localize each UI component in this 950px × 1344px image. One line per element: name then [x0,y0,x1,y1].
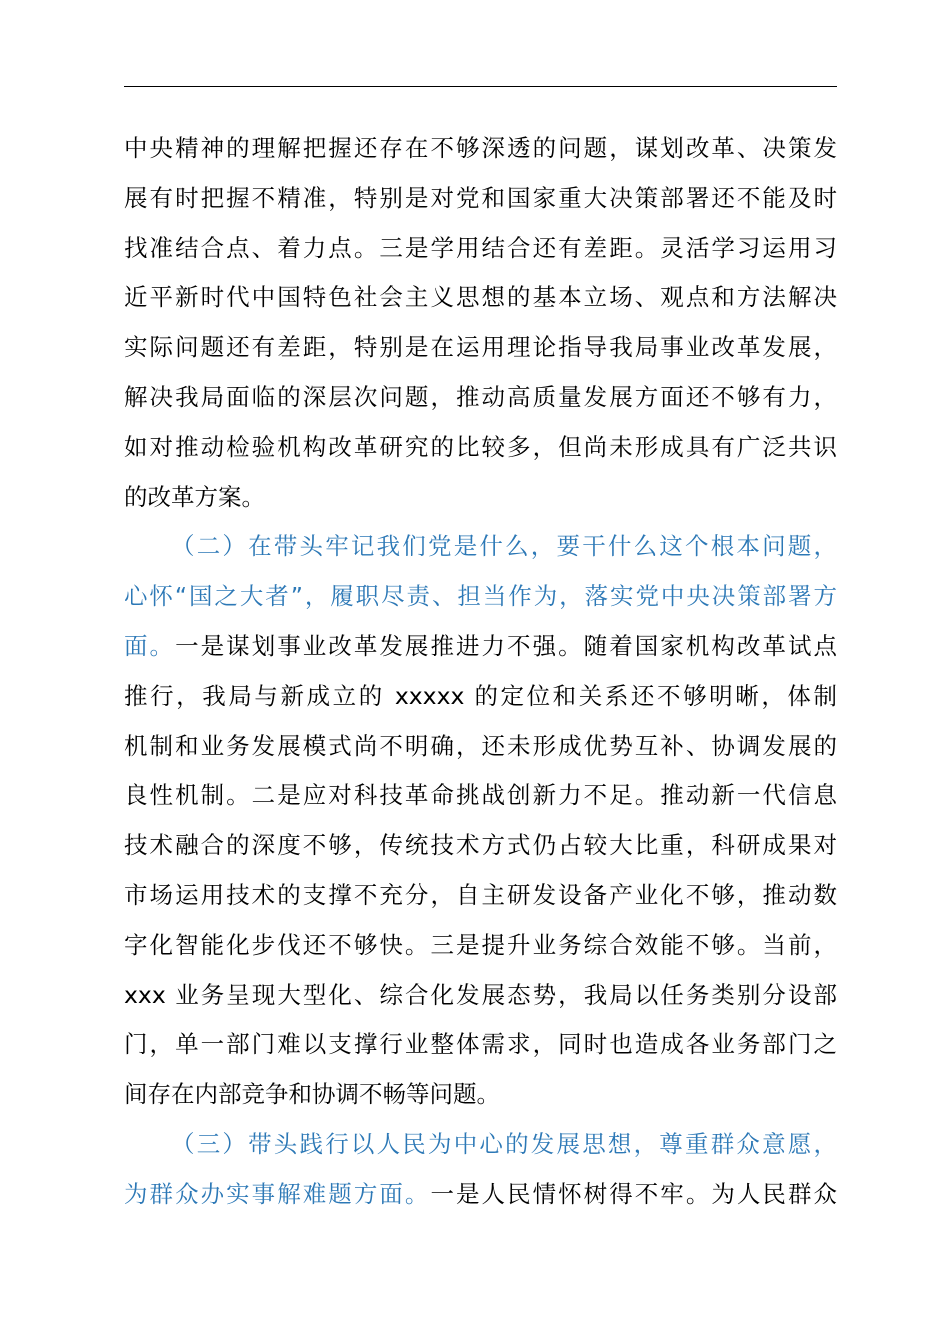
header-rule [124,86,837,87]
text-segment: 解决我局面临的深层次问题，推动高质量发展方面还不够有力， [124,382,837,411]
text-line [124,323,837,373]
text-segment: 市场运用技术的支撑不充分，自主研发设备产业化不够，推动数 [124,880,837,909]
text-segment: 中央精神的理解把握还存在不够深透的问题，谋划改革、决策发 [124,134,837,162]
text-segment: 机制和业务发展模式尚不明确，还未形成优势互补、协调发展的 [124,731,837,760]
text-segment: 良性机制。二是应对科技革命挑战创新力不足。推动新一代信息 [124,781,837,810]
text-segment: 推行，我局与新成立的 xxxxx 的定位和关系还不够明晰，体制 [124,681,837,710]
text-segment: 间存在内部竞争和协调不畅等问题。 [124,1080,500,1109]
text-line [124,1020,837,1070]
text-line [124,423,837,473]
text-line [124,473,837,523]
text-segment: 找准结合点、着力点。三是学用结合还有差距。灵活学习运用习 [124,233,837,262]
text-line [124,273,837,323]
paragraph-2-section-two [124,522,837,1120]
text-line [124,522,837,572]
text-line [124,224,837,274]
text-segment: xxx 业务呈现大型化、综合化发展态势，我局以任务类别分设部 [124,980,837,1009]
text-segment: 如对推动检验机构改革研究的比较多，但尚未形成具有广泛共识 [124,432,837,461]
section-heading: 心怀“国之大者”，履职尽责、担当作为，落实党中央决策部署方 [124,582,837,611]
text-line [124,572,837,622]
text-segment: 近平新时代中国特色社会主义思想的基本立场、观点和方法解决 [124,283,837,312]
text-segment: 技术融合的深度不够，传统技术方式仍占较大比重，科研成果对 [124,831,837,860]
text-segment: 一是人民情怀树得不牢。为人民群众 [430,1179,838,1208]
text-line [124,971,837,1021]
text-line [124,1070,837,1120]
text-line [124,771,837,821]
section-heading: 面。 [124,631,176,660]
text-segment: 一是谋划事业改革发展推进力不强。随着国家机构改革试点 [175,631,838,660]
section-heading: 为群众办实事解难题方面。 [124,1179,431,1208]
document-body [124,124,837,1220]
text-segment: 门，单一部门难以支撑行业整体需求，同时也造成各业务部门之 [124,1030,837,1059]
section-heading: （二）在带头牢记我们党是什么，要干什么这个根本问题， [171,532,837,561]
text-segment: 展有时把握不精准，特别是对党和国家重大决策部署还不能及时 [124,183,837,212]
text-segment: 实际问题还有差距，特别是在运用理论指导我局事业改革发展， [124,333,837,362]
text-line [124,174,837,224]
text-line [124,672,837,722]
text-line [124,1120,837,1170]
text-line [124,373,837,423]
text-line [124,124,837,174]
text-line [124,722,837,772]
text-line [124,1170,837,1220]
section-heading: （三）带头践行以人民为中心的发展思想，尊重群众意愿， [171,1129,837,1158]
text-line [124,622,837,672]
text-line [124,871,837,921]
text-line [124,921,837,971]
paragraph-1-continuation [124,124,837,522]
paragraph-3-section-three [124,1120,837,1220]
text-line [124,821,837,871]
text-segment: 的改革方案。 [124,482,265,511]
text-segment: 字化智能化步伐还不够快。三是提升业务综合效能不够。当前， [124,930,837,959]
